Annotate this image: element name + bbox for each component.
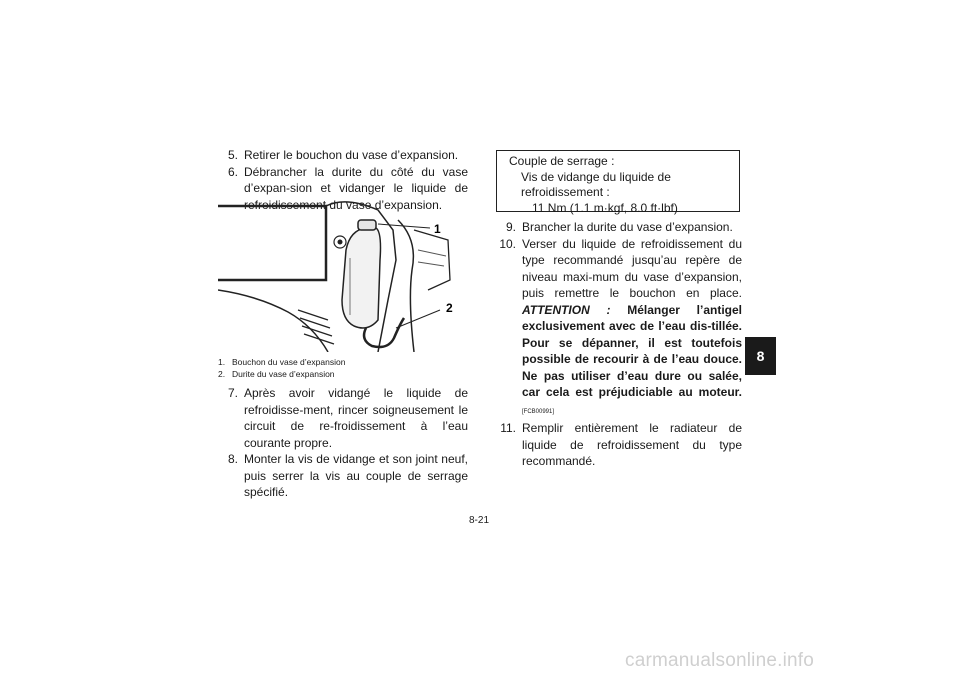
torque-spec-box (496, 150, 740, 215)
step-text: Verser du liquide de refroidissement du type recommandé jusqu’au repère de niveau maxi-mum du vase d’expansion, puis remettre le bouchon en place. (522, 236, 742, 300)
attention-label: ATTENTION : (522, 302, 611, 317)
step-text: Brancher la durite du vase d’expansion. (522, 220, 733, 234)
step-text-block (522, 236, 742, 421)
step-text: Retirer le bouchon du vase d’expansion. (244, 148, 459, 162)
chapter-tab: 8 (745, 337, 776, 375)
step-8 (218, 451, 468, 501)
callout-2: 2 (446, 301, 453, 315)
step-9 (496, 219, 742, 236)
page-number: 8-21 (469, 515, 490, 526)
right-column (496, 219, 742, 470)
coolant-reservoir-figure (218, 200, 470, 352)
caption-text: Durite du vase d’expansion (232, 369, 335, 379)
step-number: 11. (500, 421, 516, 435)
torque-item-cont: refroidissement : (521, 185, 610, 199)
caption-text: Bouchon du vase d’expansion (232, 357, 346, 367)
step-text: Après avoir vidangé le liquide de refroidisse-ment, rincer soigneusement le circuit de re-froidissement à l’eau courante propre. (244, 386, 468, 450)
callout-1: 1 (434, 222, 441, 236)
step-11 (496, 420, 742, 470)
step-text: Débrancher la durite du côté du vase d’expan-sion et vidanger le liquide de refroidissement du vase d’expansion. (244, 164, 468, 212)
step-5 (218, 147, 468, 164)
caption-1 (218, 356, 345, 368)
figure-captions (218, 356, 345, 380)
step-7 (218, 385, 468, 451)
step-10 (496, 236, 742, 421)
step-text: Monter la vis de vidange et son joint neuf, puis serrer la vis au couple de serrage spécifié. (244, 452, 468, 499)
caption-number: 1. (218, 357, 226, 367)
caption-2 (218, 368, 345, 380)
attention-text: Mélanger l’antigel exclusivement avec de l’eau dis-tillée. Pour se dépanner, il est toutefois possible de recourir à de l’eau douce. Ne pas utiliser d’eau dure ou salée, car cela est préjudiciable au moteur. (522, 302, 742, 399)
watermark: carmanualsonline.info (625, 650, 815, 671)
step-text: Remplir entièrement le radiateur de liquide de refroidissement du type recommandé. (522, 421, 742, 468)
torque-heading: Couple de serrage : (509, 154, 615, 168)
step-number: 10. (499, 236, 516, 251)
torque-item: Vis de vidange du liquide de (521, 169, 671, 184)
reservoir-illustration (218, 200, 470, 352)
step-number: 6. (227, 164, 238, 179)
step-number: 9. (505, 220, 516, 234)
step-number: 8. (227, 452, 238, 466)
warning-code: [FCB00991] (522, 408, 555, 415)
caption-number: 2. (218, 369, 226, 379)
step-number: 5. (227, 148, 238, 162)
left-column-bottom (218, 385, 468, 501)
torque-value: 11 Nm (1.1 m·kgf, 8.0 ft·lbf) (532, 200, 678, 215)
step-number: 7. (227, 386, 238, 400)
